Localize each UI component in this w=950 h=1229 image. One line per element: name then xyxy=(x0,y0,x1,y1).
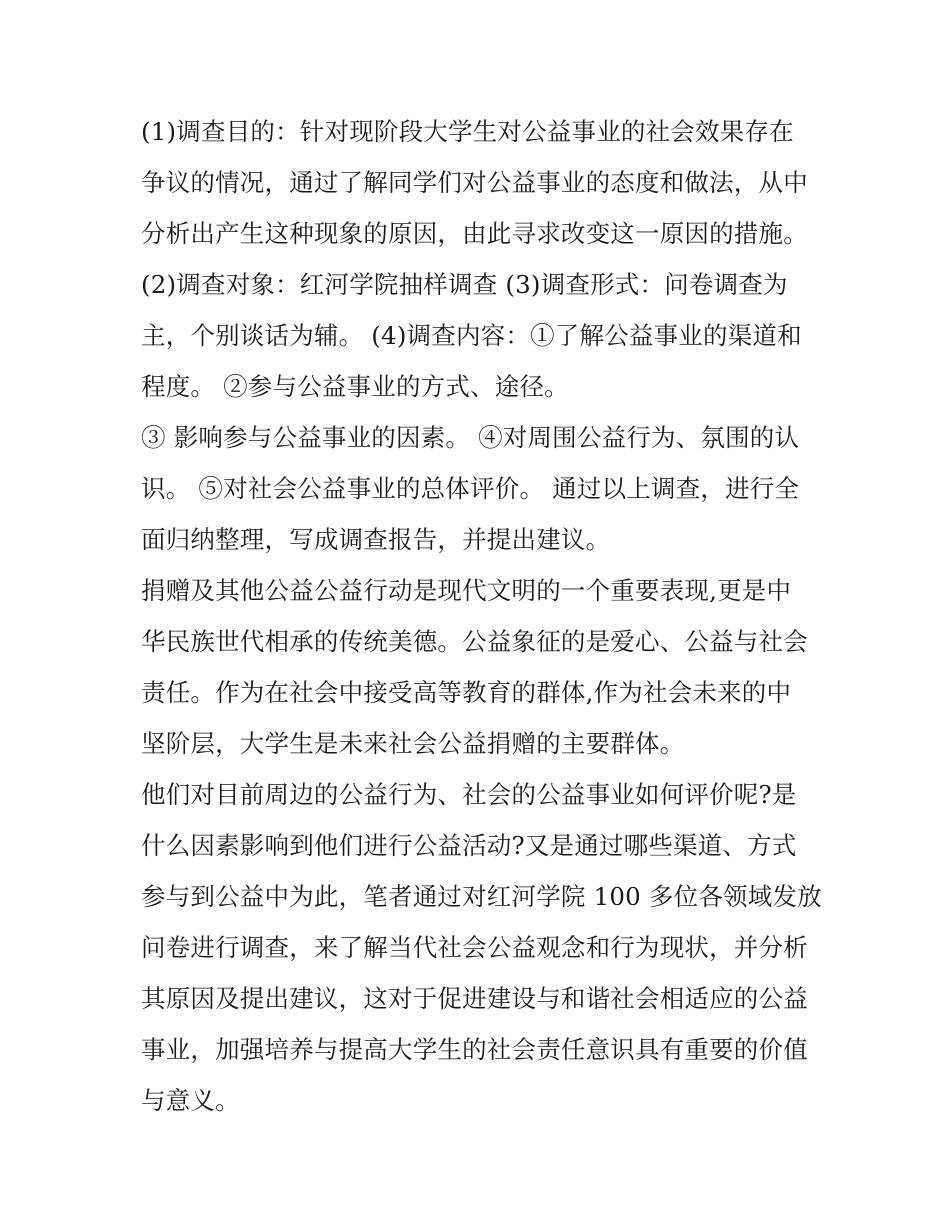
text-line: (2)调查对象：红河学院抽样调查 (3)调查形式：问卷调查为 xyxy=(141,270,788,299)
text-line: 捐赠及其他公益公益行动是现代文明的一个重要表现,更是中 xyxy=(141,576,792,605)
document-body xyxy=(141,106,821,1126)
text-line: (1)调查目的：针对现阶段大学生对公益事业的社会效果存在 xyxy=(141,117,794,146)
text-line: 华民族世代相承的传统美德。公益象征的是爱心、公益与社会 xyxy=(141,627,808,656)
text-line: 坚阶层，大学生是未来社会公益捐赠的主要群体。 xyxy=(141,729,685,758)
text-line: 他们对目前周边的公益行为、社会的公益事业如何评价呢?是 xyxy=(141,780,797,809)
text-line: 程度。 ②参与公益事业的方式、途径。 xyxy=(141,372,569,401)
text-line: 面归纳整理，写成调查报告，并提出建议。 xyxy=(141,525,611,554)
text-line: ③ 影响参与公益事业的因素。 ④对周围公益行为、氛围的认 xyxy=(141,423,800,452)
text-line: 其原因及提出建议，这对于促进建设与和谐社会相适应的公益 xyxy=(141,984,808,1013)
text-line: 事业，加强培养与提高大学生的社会责任意识具有重要的价值 xyxy=(141,1035,808,1064)
text-line: 问卷进行调查，来了解当代社会公益观念和行为现状，并分析 xyxy=(141,933,808,962)
text-line: 分析出产生这种现象的原因，由此寻求改变这一原因的措施。 xyxy=(141,219,808,248)
text-line: 识。 ⑤对社会公益事业的总体评价。 通过以上调查，进行全 xyxy=(141,474,800,503)
text-line: 主，个别谈话为辅。 (4)调查内容：①了解公益事业的渠道和 xyxy=(141,321,802,350)
text-line: 责任。作为在社会中接受高等教育的群体,作为社会未来的中 xyxy=(141,678,792,707)
text-line: 与意义。 xyxy=(141,1086,240,1115)
text-line: 参与到公益中为此，笔者通过对红河学院 100 多位各领域发放 xyxy=(141,882,822,911)
text-line: 什么因素影响到他们进行公益活动?又是通过哪些渠道、方式 xyxy=(141,831,797,860)
text-line: 争议的情况，通过了解同学们对公益事业的态度和做法，从中 xyxy=(141,168,808,197)
